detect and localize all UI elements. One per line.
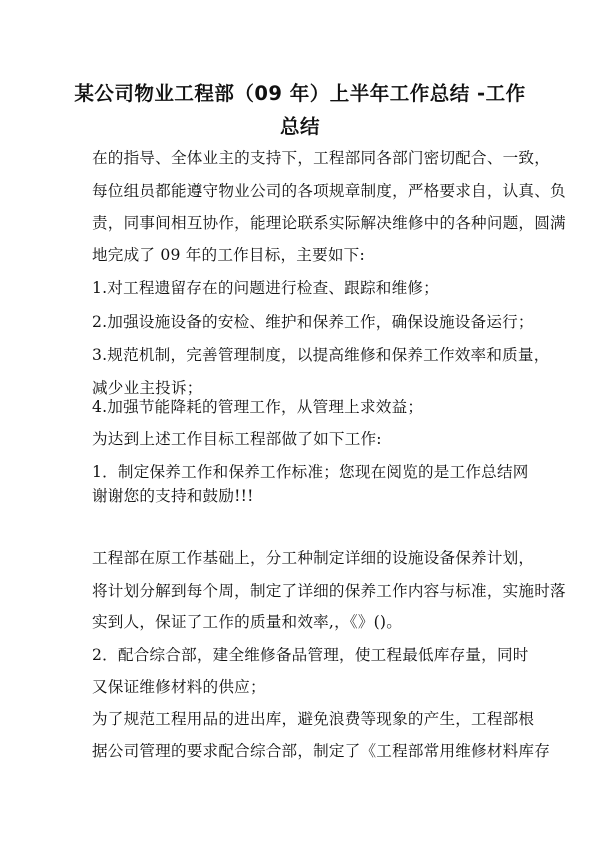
document-title-line-1: 某公司物业工程部（09 年）上半年工作总结 -工作	[74, 82, 526, 105]
body-line: 谢谢您的支持和鼓励!!!	[92, 487, 254, 505]
body-line: 将计划分解到每个周，制定了详细的保养工作内容与标准，实施时落	[92, 582, 566, 600]
body-line: 据公司管理的要求配合综合部，制定了《工程部常用维修材料库存	[92, 742, 551, 760]
work-item-2: 2．配合综合部，建全维修备品管理，使工程最低库存量，同时	[92, 646, 529, 664]
body-line: 为达到上述工作目标工程部做了如下工作:	[92, 430, 382, 448]
body-line: 为了规范工程用品的进出库，避免浪费等现象的产生，工程部根	[92, 710, 535, 728]
goal-item-1: 1.对工程遗留存在的问题进行检查、跟踪和维修；	[92, 279, 439, 297]
body-line: 每位组员都能遵守物业公司的各项规章制度，严格要求自，认真、负	[92, 182, 566, 200]
body-line: 实到人，保证了工作的质量和效率,，《》()。	[92, 613, 403, 631]
body-line: 工程部在原工作基础上，分工种制定详细的设施设备保养计划，	[92, 549, 535, 567]
body-line: 责，同事间相互协作，能理论联系实际解决维修中的各种问题，圆满	[92, 214, 566, 232]
goal-item-4: 4.加强节能降耗的管理工作，从管理上求效益；	[92, 398, 424, 416]
body-line: 地完成了 09 年的工作目标，主要如下:	[92, 246, 365, 264]
body-line: 在的指导、全体业主的支持下，工程部同各部门密切配合、一致，	[92, 149, 551, 167]
body-line: 减少业主投诉；	[92, 379, 203, 397]
goal-item-3: 3.规范机制，完善管理制度，以提高维修和保养工作效率和质量，	[92, 346, 550, 364]
document-title-line-2: 总结	[279, 115, 320, 138]
body-line: 又保证维修材料的供应；	[92, 678, 266, 696]
goal-item-2: 2.加强设施设备的安检、维护和保养工作，确保设施设备运行；	[92, 313, 534, 331]
work-item-1: 1．制定保养工作和保养工作标准；您现在阅览的是工作总结网	[92, 463, 529, 481]
